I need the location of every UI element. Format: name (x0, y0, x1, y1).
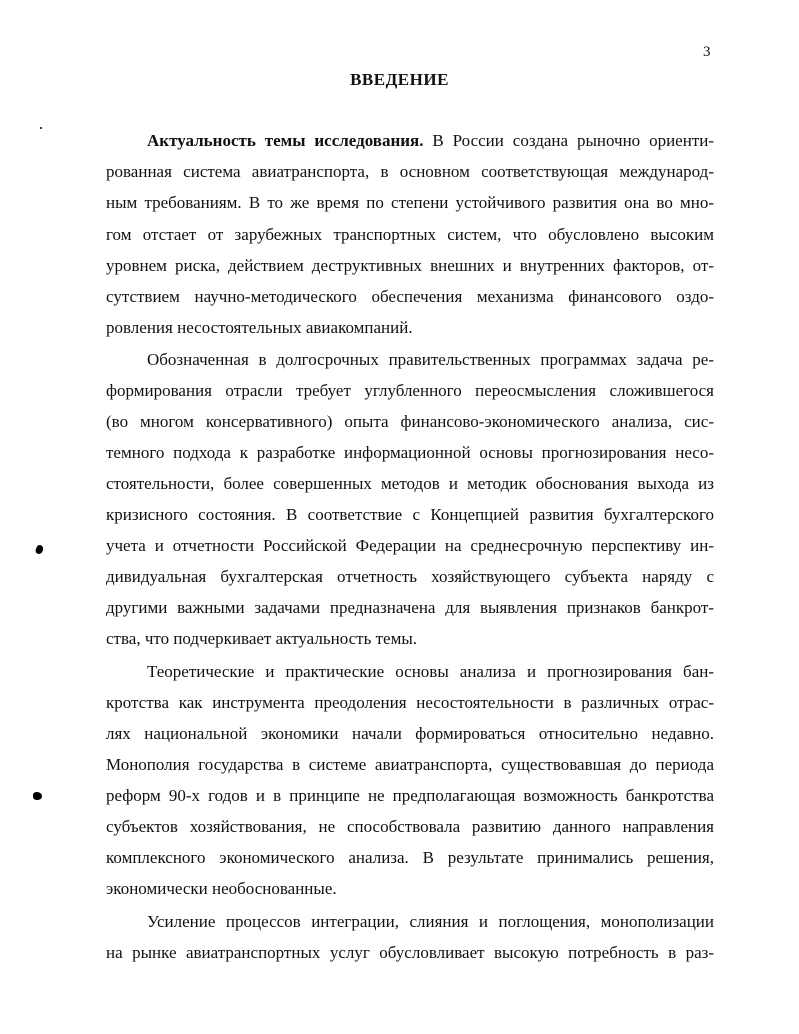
paragraph-line (147, 131, 714, 151)
paragraph-line: кротства как инструмента преодоления несостоятельности в различных отрас- (106, 693, 714, 712)
paragraph-line: субъектов хозяйствования, не способствовала развитию данного направления (106, 817, 714, 836)
paragraph-line: Монополия государства в системе авиатранспорта, существовавшая до периода (106, 755, 714, 774)
paragraph-line: кризисного состояния. В соответствие с Концепцией развития бухгалтерского (106, 505, 714, 524)
paragraph-line: реформ 90-х годов и в принципе не предполагающая возможность банкротства (106, 786, 714, 805)
paragraph-line: другими важными задачами предназначена для выявления признаков банкрот- (106, 598, 714, 617)
paragraph-line: ровления несостоятельных авиакомпаний. (106, 318, 413, 337)
paragraph-line: темного подхода к разработке информационной основы прогнозирования несо- (106, 443, 714, 462)
paragraph-line: Обозначенная в долгосрочных правительственных программах задача ре- (147, 350, 714, 369)
paragraph-line: гом отстает от зарубежных транспортных систем, что обусловлено высоким (106, 225, 714, 244)
page-number: 3 (703, 44, 711, 60)
paragraph-line: рованная система авиатранспорта, в основном соответствующая международ- (106, 162, 714, 181)
bold-lead: Актуальность темы исследования. (147, 131, 424, 150)
paragraph-line: ства, что подчеркивает актуальность темы. (106, 629, 418, 648)
paragraph-line: Теоретические и практические основы анализа и прогнозирования бан- (147, 662, 714, 681)
paragraph-line: комплексного экономического анализа. В результате принимались решения, (106, 848, 714, 867)
line-text: В России создана рыночно ориенти- (423, 131, 715, 150)
scan-speck (40, 127, 42, 129)
paragraph-line: лях национальной экономики начали формироваться относительно недавно. (106, 724, 714, 743)
scan-mark (33, 792, 42, 800)
paragraph-line: формирования отрасли требует углубленного переосмысления сложившегося (106, 381, 714, 400)
paragraph-line: ным требованиям. В то же время по степени устойчивого развития она во мно- (106, 193, 714, 212)
paragraph-line: Усиление процессов интеграции, слияния и поглощения, монополизации (147, 912, 714, 931)
paragraph-line: стоятельности, более совершенных методов и методик обоснования выхода из (106, 474, 714, 493)
paragraph-line: (во многом консервативного) опыта финансово-экономического анализа, сис- (106, 412, 714, 431)
paragraph-line: уровнем риска, действием деструктивных внешних и внутренних факторов, от- (106, 256, 714, 275)
paragraph-line: на рынке авиатранспортных услуг обусловливает высокую потребность в раз- (106, 943, 714, 962)
page-heading: ВВЕДЕНИЕ (350, 70, 449, 89)
paragraph-line: дивидуальная бухгалтерская отчетность хозяйствующего субъекта наряду с (106, 567, 714, 586)
paragraph-line: учета и отчетности Российской Федерации на среднесрочную перспективу ин- (106, 536, 714, 555)
paragraph-line: экономически необоснованные. (106, 879, 337, 898)
paragraph-line: сутствием научно-методического обеспечения механизма финансового оздо- (106, 287, 714, 306)
scan-mark (35, 544, 45, 555)
